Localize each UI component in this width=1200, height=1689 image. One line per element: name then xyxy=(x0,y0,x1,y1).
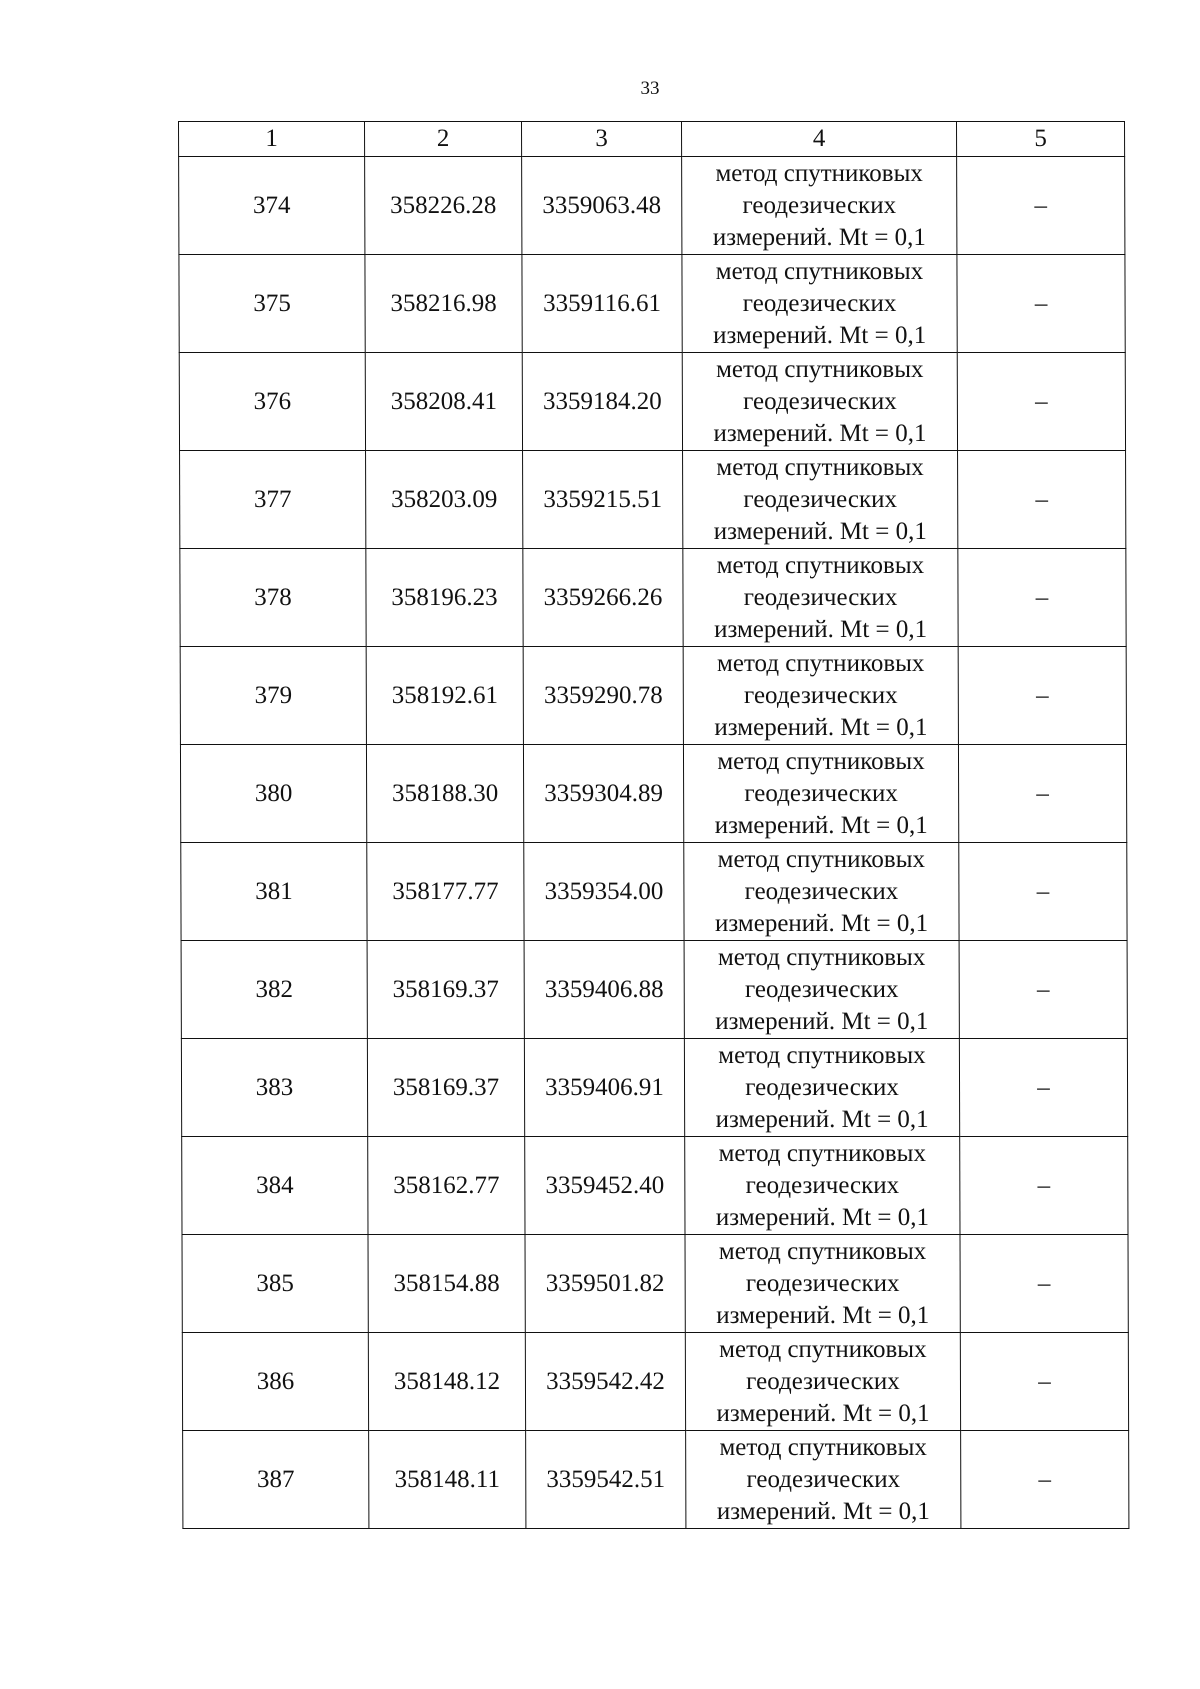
note-cell: – xyxy=(958,745,1126,843)
column-header: 5 xyxy=(957,122,1125,157)
table-row xyxy=(181,843,1127,941)
method-line: метод спутниковых xyxy=(715,257,924,285)
method-cell xyxy=(685,1333,960,1431)
method-line: метод спутниковых xyxy=(716,453,924,481)
point-number-cell: 386 xyxy=(182,1333,368,1431)
method-line: измерений. Mt = 0,1 xyxy=(714,909,929,937)
method-line: геодезических xyxy=(743,681,898,709)
table-row xyxy=(181,941,1127,1039)
y-coordinate-cell: 3359354.00 xyxy=(524,843,684,941)
method-line: геодезических xyxy=(745,1171,900,1199)
method-line: измерений. Mt = 0,1 xyxy=(714,615,928,643)
table-row xyxy=(180,451,1126,549)
method-line: метод спутниковых xyxy=(716,355,924,383)
column-header: 4 xyxy=(682,122,957,157)
method-line: геодезических xyxy=(746,1465,901,1493)
table-row xyxy=(180,745,1126,843)
x-coordinate-cell: 358162.77 xyxy=(368,1137,525,1235)
point-number-cell: 382 xyxy=(181,941,367,1039)
note-cell: – xyxy=(958,451,1126,549)
x-coordinate-cell: 358169.37 xyxy=(367,1039,524,1137)
method-line: измерений. Mt = 0,1 xyxy=(716,1301,930,1329)
y-coordinate-cell: 3359406.91 xyxy=(524,1039,684,1137)
note-cell: – xyxy=(958,647,1126,745)
column-header: 3 xyxy=(522,122,682,157)
y-coordinate-cell: 3359290.78 xyxy=(523,647,683,745)
table-row xyxy=(182,1137,1128,1235)
y-coordinate-cell: 3359304.89 xyxy=(523,745,683,843)
x-coordinate-cell: 358208.41 xyxy=(365,353,522,451)
note-cell: – xyxy=(959,941,1127,1039)
y-coordinate-cell: 3359184.20 xyxy=(522,353,682,451)
method-line: метод спутниковых xyxy=(718,1139,926,1167)
method-line: метод спутниковых xyxy=(719,1335,927,1363)
method-line: измерений. Mt = 0,1 xyxy=(714,713,928,741)
method-line: метод спутниковых xyxy=(716,649,925,677)
point-number-cell: 378 xyxy=(180,549,366,647)
point-number-cell: 380 xyxy=(180,745,366,843)
y-coordinate-cell: 3359501.82 xyxy=(525,1235,685,1333)
table-row xyxy=(179,353,1125,451)
table-row xyxy=(180,549,1126,647)
table-row xyxy=(181,1039,1127,1137)
method-line: геодезических xyxy=(746,1367,900,1395)
table-body xyxy=(179,157,1129,1529)
table-header-row xyxy=(179,122,1125,157)
method-line: измерений. Mt = 0,1 xyxy=(715,1203,930,1231)
x-coordinate-cell: 358203.09 xyxy=(366,451,523,549)
method-line: метод спутниковых xyxy=(715,159,923,187)
method-cell xyxy=(686,1431,961,1529)
x-coordinate-cell: 358148.11 xyxy=(369,1431,526,1529)
column-header: 1 xyxy=(179,122,365,157)
method-line: геодезических xyxy=(743,387,897,415)
y-coordinate-cell: 3359063.48 xyxy=(522,157,682,255)
method-line: геодезических xyxy=(744,877,899,905)
method-line: метод спутниковых xyxy=(719,1433,927,1461)
method-line: измерений. Mt = 0,1 xyxy=(713,419,927,447)
method-cell xyxy=(685,1137,960,1235)
note-cell: – xyxy=(959,1039,1127,1137)
column-header: 2 xyxy=(365,122,522,157)
method-cell xyxy=(682,353,957,451)
method-cell xyxy=(684,941,959,1039)
table-row xyxy=(179,157,1125,255)
method-line: геодезических xyxy=(744,779,898,807)
note-cell: – xyxy=(958,549,1126,647)
method-cell xyxy=(684,843,959,941)
y-coordinate-cell: 3359542.42 xyxy=(525,1333,685,1431)
point-number-cell: 383 xyxy=(181,1039,367,1137)
point-number-cell: 375 xyxy=(179,255,365,353)
method-line: метод спутниковых xyxy=(717,845,926,873)
method-cell xyxy=(685,1235,960,1333)
method-line: геодезических xyxy=(743,485,898,513)
y-coordinate-cell: 3359452.40 xyxy=(525,1137,685,1235)
method-cell xyxy=(683,745,958,843)
point-number-cell: 381 xyxy=(181,843,367,941)
method-line: геодезических xyxy=(742,289,897,317)
note-cell: – xyxy=(957,255,1125,353)
x-coordinate-cell: 358148.12 xyxy=(368,1333,525,1431)
table-row xyxy=(179,255,1125,353)
table-row xyxy=(182,1333,1128,1431)
method-line: измерений. Mt = 0,1 xyxy=(712,223,926,251)
method-line: геодезических xyxy=(742,191,897,219)
point-number-cell: 374 xyxy=(179,157,365,255)
x-coordinate-cell: 358188.30 xyxy=(366,745,523,843)
table-row xyxy=(182,1235,1128,1333)
method-line: геодезических xyxy=(743,583,898,611)
method-cell xyxy=(683,451,958,549)
coordinates-table xyxy=(178,121,1129,1529)
method-line: метод спутниковых xyxy=(717,747,925,775)
method-line: метод спутниковых xyxy=(718,1237,927,1265)
table-row xyxy=(183,1431,1129,1529)
point-number-cell: 379 xyxy=(180,647,366,745)
method-cell xyxy=(683,549,958,647)
point-number-cell: 376 xyxy=(179,353,365,451)
note-cell: – xyxy=(957,157,1125,255)
method-line: измерений. Mt = 0,1 xyxy=(715,1007,929,1035)
note-cell: – xyxy=(961,1431,1129,1529)
point-number-cell: 387 xyxy=(183,1431,369,1529)
y-coordinate-cell: 3359542.51 xyxy=(526,1431,686,1529)
x-coordinate-cell: 358177.77 xyxy=(367,843,524,941)
method-line: метод спутниковых xyxy=(717,943,926,971)
y-coordinate-cell: 3359116.61 xyxy=(522,255,682,353)
y-coordinate-cell: 3359406.88 xyxy=(524,941,684,1039)
method-line: измерений. Mt = 0,1 xyxy=(713,321,927,349)
point-number-cell: 385 xyxy=(182,1235,368,1333)
method-cell xyxy=(682,255,957,353)
page-number: 33 xyxy=(640,78,660,99)
method-cell xyxy=(683,647,958,745)
method-line: измерений. Mt = 0,1 xyxy=(716,1399,930,1427)
x-coordinate-cell: 358192.61 xyxy=(366,647,523,745)
y-coordinate-cell: 3359266.26 xyxy=(523,549,683,647)
method-line: геодезических xyxy=(744,975,899,1003)
note-cell: – xyxy=(960,1333,1128,1431)
x-coordinate-cell: 358169.37 xyxy=(367,941,524,1039)
note-cell: – xyxy=(959,843,1127,941)
method-line: измерений. Mt = 0,1 xyxy=(716,1497,930,1525)
point-number-cell: 377 xyxy=(180,451,366,549)
method-cell xyxy=(684,1039,959,1137)
method-line: метод спутниковых xyxy=(718,1041,926,1069)
method-line: геодезических xyxy=(745,1269,900,1297)
method-cell xyxy=(682,157,957,255)
x-coordinate-cell: 358154.88 xyxy=(368,1235,525,1333)
method-line: геодезических xyxy=(745,1073,899,1101)
x-coordinate-cell: 358226.28 xyxy=(365,157,522,255)
table-row xyxy=(180,647,1126,745)
point-number-cell: 384 xyxy=(182,1137,368,1235)
note-cell: – xyxy=(960,1137,1128,1235)
x-coordinate-cell: 358216.98 xyxy=(365,255,522,353)
note-cell: – xyxy=(960,1235,1128,1333)
note-cell: – xyxy=(957,353,1125,451)
method-line: измерений. Mt = 0,1 xyxy=(715,1105,929,1133)
method-line: измерений. Mt = 0,1 xyxy=(714,811,928,839)
method-line: измерений. Mt = 0,1 xyxy=(713,517,927,545)
x-coordinate-cell: 358196.23 xyxy=(366,549,523,647)
y-coordinate-cell: 3359215.51 xyxy=(523,451,683,549)
method-line: метод спутниковых xyxy=(716,551,925,579)
